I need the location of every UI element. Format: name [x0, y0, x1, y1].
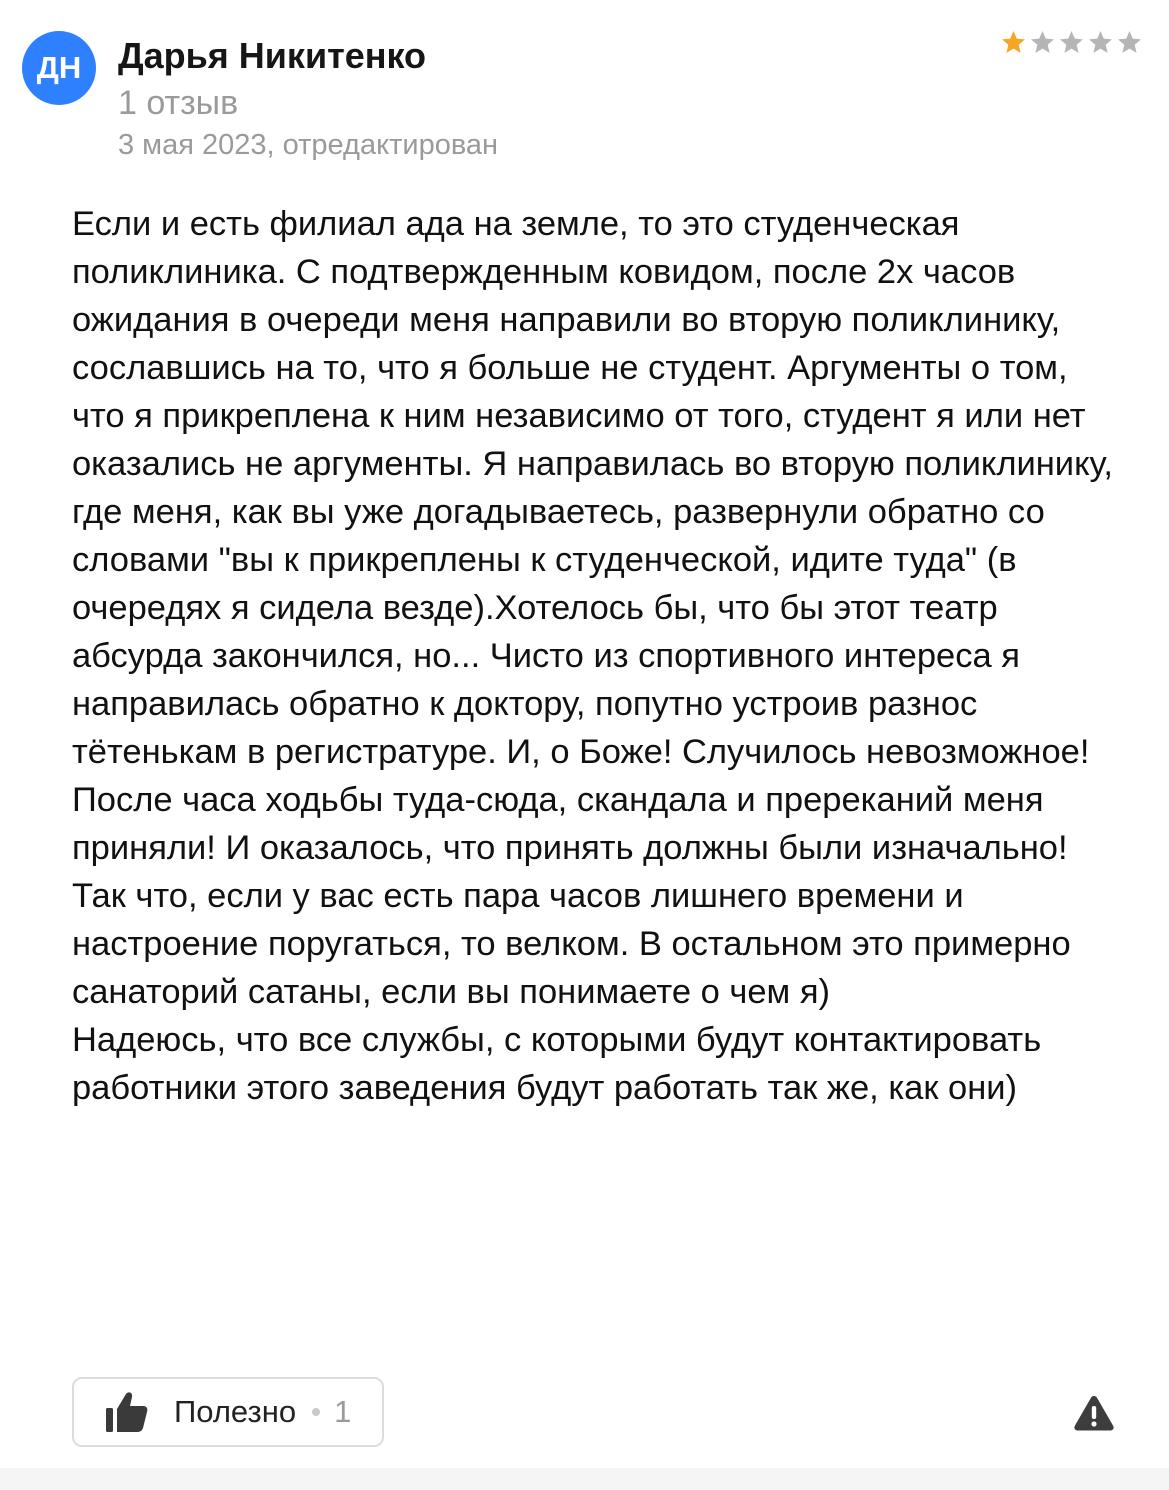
- warning-triangle-icon[interactable]: [1073, 1394, 1115, 1432]
- reviews-count: 1 отзыв: [118, 84, 239, 122]
- star-empty-icon: [1116, 29, 1143, 56]
- separator-dot: [312, 1408, 320, 1416]
- review-text: Если и есть филиал ада на земле, то это студенческая поликлиника. С подтвержденным ковидом, после 2х часов ожидания в очереди меня направили во вторую поликлинику, сославшись на то, что я больше не студент. Аргументы о том, что я прикреплена к ним независимо от того, студент я или нет оказались не аргументы. Я направилась во вторую поликлинику, где меня, как вы уже догадываетесь, развернули обратно со словами "вы к прикреплены к студенческой, идите туда" (в очередях я сидела везде).Хотелось бы, что бы этот театр абсурда закончился, но... Чисто из спортивного интереса я направилась обратно к доктору, попутно устроив разнос тётенькам в регистратуре. И, о Боже! Случилось невозможное! После часа ходьбы туда-сюда, скандала и пререканий меня приняли! И оказалось, что принять должны были изначально! Так что, если у вас есть пара часов лишнего времени и настроение поругаться, то велком. В остальном это примерно санаторий сатаны, если вы понимаете о чем я) Надеюсь, что все службы, с которыми будут контактировать работники этого заведения будут работать так же, как они): [72, 205, 1113, 1107]
- star-empty-icon: [1058, 29, 1085, 56]
- rating-stars: [1000, 29, 1143, 56]
- star-empty-icon: [1087, 29, 1114, 56]
- helpful-label: Полезно: [174, 1394, 297, 1429]
- avatar[interactable]: ДН: [22, 31, 96, 105]
- thumbs-up-icon: [102, 1388, 150, 1436]
- bottom-divider: [0, 1468, 1169, 1490]
- star-empty-icon: [1029, 29, 1056, 56]
- author-name[interactable]: Дарья Никитенко: [118, 35, 427, 76]
- helpful-button[interactable]: [72, 1377, 384, 1447]
- star-filled-icon: [1000, 29, 1027, 56]
- review-date: 3 мая 2023, отредактирован: [118, 129, 499, 161]
- helpful-count: 1: [334, 1394, 352, 1429]
